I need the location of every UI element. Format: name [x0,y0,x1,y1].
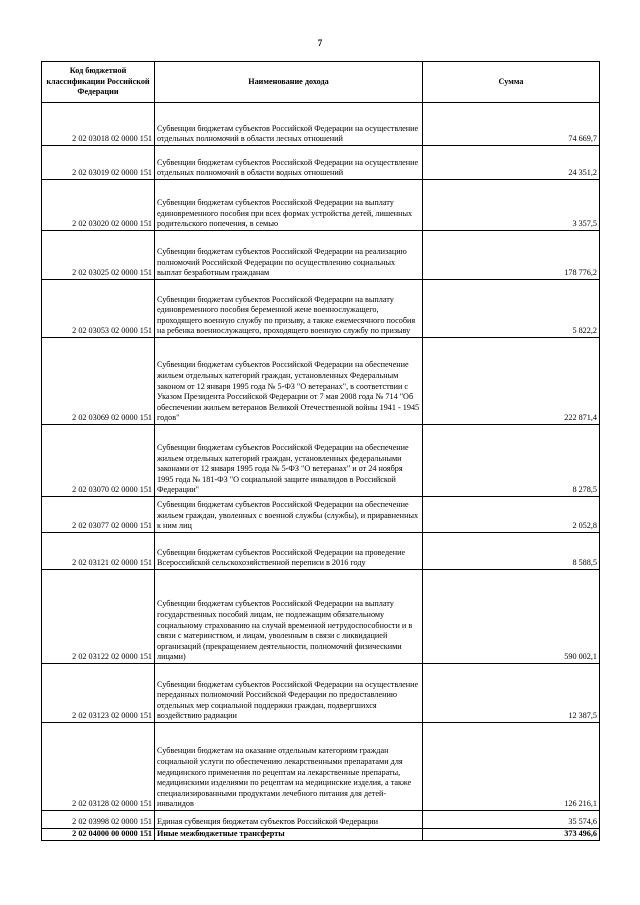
row-code: 2 02 03070 02 0000 151 [42,425,155,497]
row-sum: 222 871,4 [423,338,600,425]
table-row [42,146,600,180]
row-code: 2 02 03128 02 0000 151 [42,723,155,811]
row-name: Субвенции бюджетам субъектов Российской Федерации на обеспечение жильем граждан, уволенных с военной службы (службы), и приравненных к ним лиц [155,497,423,533]
row-name: Единая субвенция бюджетам субъектов Российской Федерации [155,811,423,829]
table-row [42,533,600,570]
row-name: Субвенции бюджетам субъектов Российской Федерации на проведение Всероссийской сельскохозяйственной переписи в 2016 году [155,533,423,570]
table-row [42,570,600,664]
row-code: 2 02 03019 02 0000 151 [42,146,155,180]
row-code: 2 02 03053 02 0000 151 [42,280,155,338]
row-sum: 8 278,5 [423,425,600,497]
row-name: Субвенции бюджетам субъектов Российской Федерации на выплату единовременного пособия беременной жене военнослужащего, проходящего военную службу по призыву, а также ежемесячного пособия на ребенка военнослужащего, проходящего военную службу по призыву [155,280,423,338]
table-row [42,425,600,497]
total-sum: 373 496,6 [423,829,600,841]
header-sum: Сумма [423,62,600,103]
row-name: Субвенции бюджетам на оказание отдельным категориям граждан социальной услуги по обеспечению лекарственными препаратами для медицинского применения по рецептам на лекарственные препараты, медицинскими изделиями по рецептам на медицинские изделия, а также специализированными продуктами лечебного питания для детей-инвалидов [155,723,423,811]
row-code: 2 02 03122 02 0000 151 [42,570,155,664]
row-sum: 2 052,8 [423,497,600,533]
table-row [42,180,600,231]
row-sum: 5 822,2 [423,280,600,338]
row-sum: 35 574,6 [423,811,600,829]
row-name: Субвенции бюджетам субъектов Российской Федерации на обеспечение жильем отдельных категорий граждан, установленных федеральными законами от 12 января 1995 года № 5-ФЗ "О ветеранах" и от 24 ноября 1995 года № 181-ФЗ "О социальной защите инвалидов в Российской Федерации" [155,425,423,497]
row-name: Субвенции бюджетам субъектов Российской Федерации на осуществление переданных полномочий Российской Федерации по предоставлению отдельных мер социальной поддержки граждан, подвергшихся воздействию радиации [155,664,423,723]
row-sum: 3 357,5 [423,180,600,231]
row-code: 2 02 03020 02 0000 151 [42,180,155,231]
row-code: 2 02 03025 02 0000 151 [42,231,155,280]
row-name: Субвенции бюджетам субъектов Российской Федерации на осуществление отдельных полномочий в области лесных отношений [155,103,423,146]
row-sum: 8 588,5 [423,533,600,570]
table-row [42,280,600,338]
header-name: Наименование дохода [155,62,423,103]
table-row [42,664,600,723]
table-header-row [42,62,600,103]
row-name: Субвенции бюджетам субъектов Российской Федерации на обеспечение жильем отдельных категорий граждан, установленных Федеральным законом от 12 января 1995 года № 5-ФЗ "О ветеранах", в соответствии с Указом Президента Российской Федерации от 7 мая 2008 года № 714 "Об обеспечении жильем ветеранов Великой Отечественной войны 1941 - 1945 годов" [155,338,423,425]
row-name: Субвенции бюджетам субъектов Российской Федерации на осуществление отдельных полномочий в области водных отношений [155,146,423,180]
budget-income-table [41,61,600,841]
row-name: Субвенции бюджетам субъектов Российской Федерации на выплату государственных пособий лицам, не подлежащим обязательному социальному страхованию на случай временной нетрудоспособности и в связи с материнством, и лицам, уволенным в связи с ликвидацией организаций (прекращением деятельности, полномочий физическими лицами) [155,570,423,664]
page-number: 7 [317,38,323,48]
row-sum: 74 669,7 [423,103,600,146]
header-code: Код бюджетной классификации Российской Федерации [42,62,155,103]
row-code: 2 02 03018 02 0000 151 [42,103,155,146]
table-row [42,231,600,280]
row-sum: 24 351,2 [423,146,600,180]
row-code: 2 02 03998 02 0000 151 [42,811,155,829]
row-code: 2 02 03077 02 0000 151 [42,497,155,533]
row-name: Субвенции бюджетам субъектов Российской Федерации на выплату единовременного пособия при всех формах устройства детей, лишенных родительского попечения, в семью [155,180,423,231]
total-name: Иные межбюджетные трансферты [155,829,423,841]
table-row [42,103,600,146]
table-row [42,497,600,533]
row-code: 2 02 03069 02 0000 151 [42,338,155,425]
table-row [42,723,600,811]
table-row [42,338,600,425]
row-code: 2 02 03121 02 0000 151 [42,533,155,570]
row-name: Субвенции бюджетам субъектов Российской Федерации на реализацию полномочий Российской Федерации по осуществлению социальных выплат безработным гражданам [155,231,423,280]
row-sum: 178 776,2 [423,231,600,280]
row-sum: 126 216,1 [423,723,600,811]
table-row [42,811,600,829]
row-sum: 12 387,5 [423,664,600,723]
row-code: 2 02 03123 02 0000 151 [42,664,155,723]
row-sum: 590 002,1 [423,570,600,664]
total-code: 2 02 04000 00 0000 151 [42,829,155,841]
total-row [42,829,600,841]
